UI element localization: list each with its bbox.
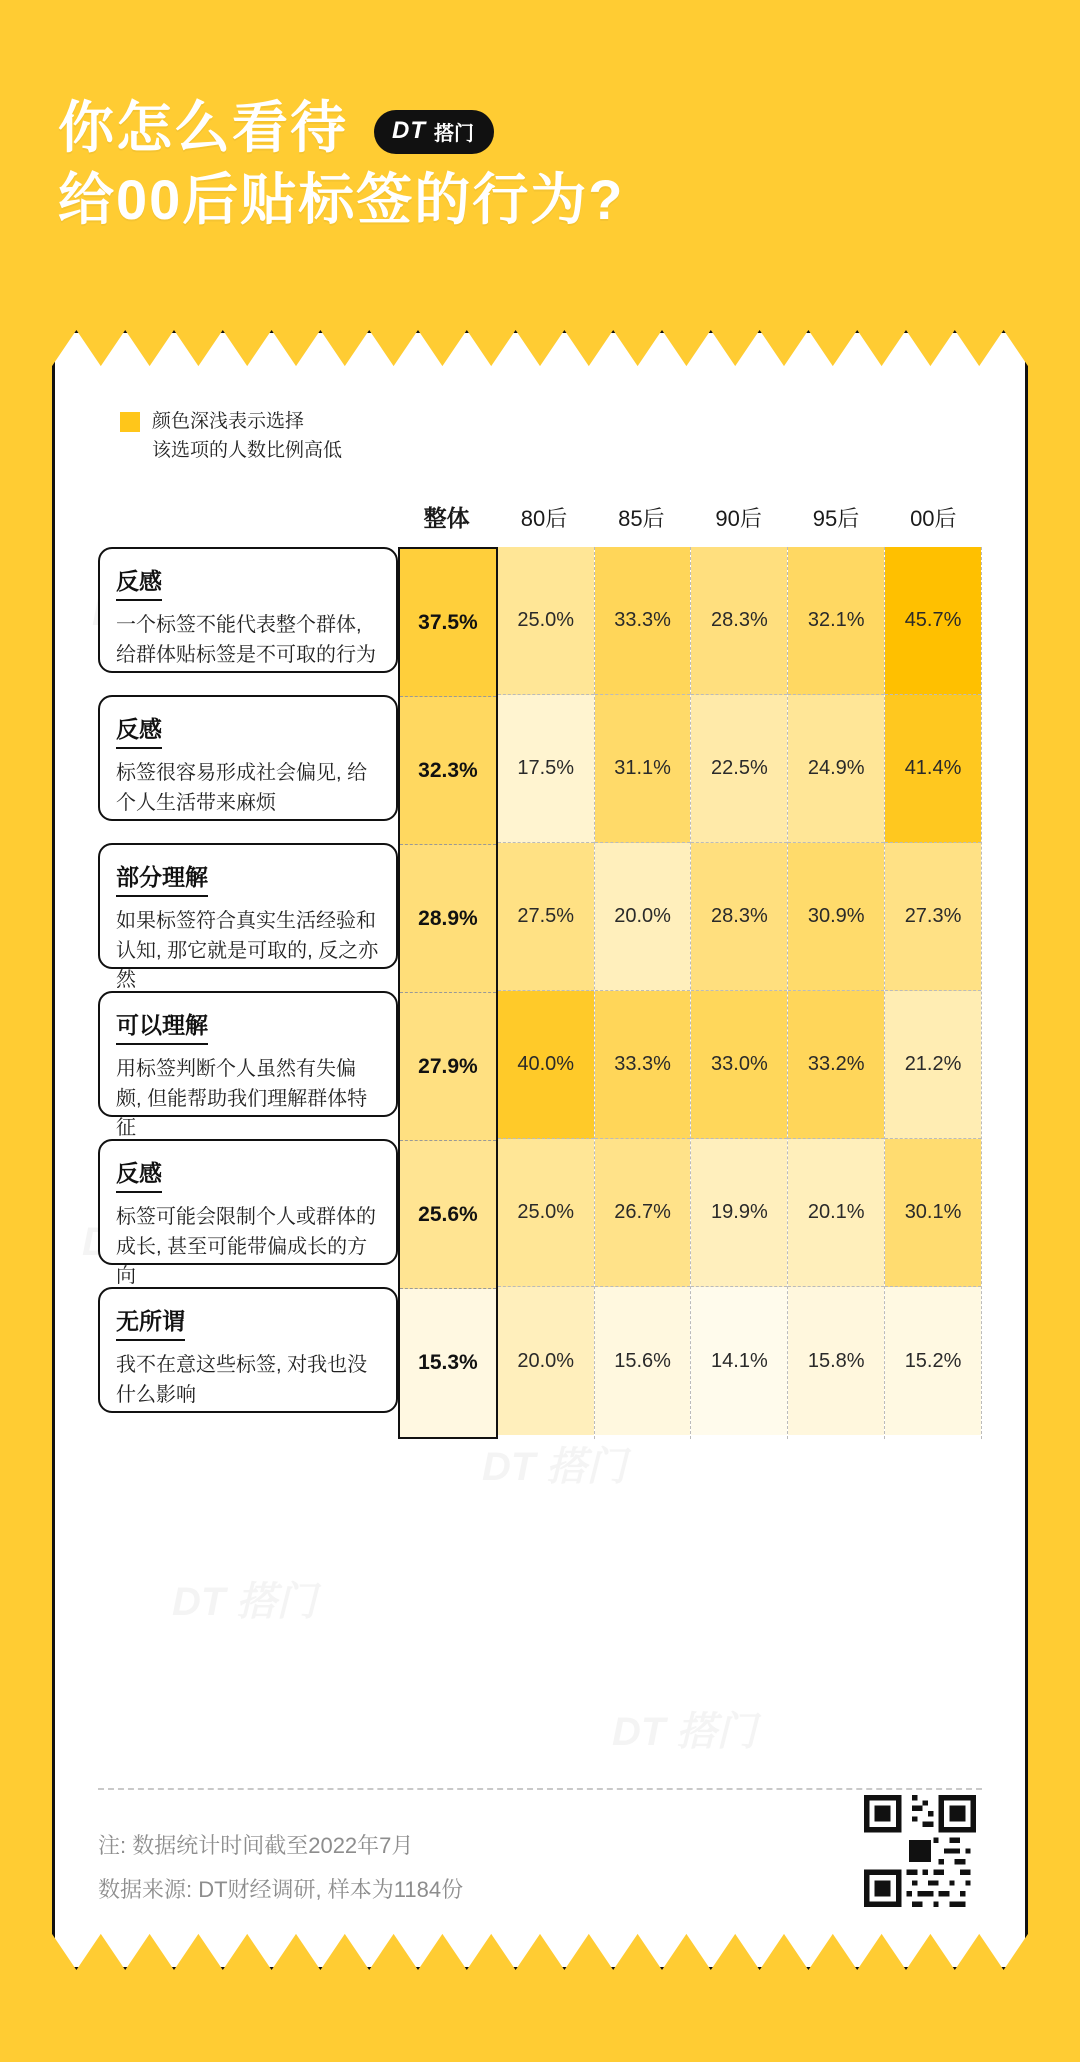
legend-text-line-1: 颜色深浅表示选择 bbox=[152, 411, 305, 432]
watermark bbox=[612, 1700, 756, 1757]
column-header: 90后 bbox=[715, 506, 762, 531]
heatmap-cell: 33.3% bbox=[595, 547, 691, 695]
column-header: 整体 bbox=[423, 505, 470, 531]
heatmap-cell: 15.8% bbox=[788, 1287, 884, 1435]
heatmap-cell: 41.4% bbox=[885, 695, 981, 843]
heatmap-cell: 19.9% bbox=[691, 1139, 787, 1287]
heatmap-cell: 27.9% bbox=[400, 993, 496, 1141]
row-label-box bbox=[98, 991, 398, 1140]
heatmap-cell: 20.0% bbox=[595, 843, 691, 991]
heatmap-cell: 30.9% bbox=[788, 843, 884, 991]
legend-text-line-2: 该选项的人数比例高低 bbox=[152, 439, 343, 461]
heatmap-cell: 21.2% bbox=[885, 991, 981, 1139]
heatmap-cell: 20.1% bbox=[788, 1139, 884, 1287]
heatmap-cell: 28.3% bbox=[691, 843, 787, 991]
heatmap-grid-column bbox=[398, 491, 982, 1439]
column-header: 00后 bbox=[910, 506, 957, 531]
heatmap-column bbox=[788, 547, 885, 1439]
row-label-column bbox=[98, 491, 398, 1439]
legend-text bbox=[152, 408, 342, 465]
column-header: 85后 bbox=[618, 506, 665, 531]
heatmap-cell: 33.2% bbox=[788, 991, 884, 1139]
page-title-line-2: 给00后贴标签的行为? bbox=[58, 167, 625, 231]
row-label-box bbox=[98, 547, 398, 673]
footer-source: 数据来源: DT财经调研, 样本为1184份 bbox=[98, 1877, 464, 1902]
heatmap-cell: 17.5% bbox=[498, 695, 594, 843]
row-label-title: 反感 bbox=[116, 563, 162, 601]
heatmap-cell: 15.2% bbox=[885, 1287, 981, 1435]
row-label-description: 用标签判断个人虽然有失偏颇, 但能帮助我们理解群体特征 bbox=[116, 1058, 368, 1140]
brand-cn-label: 搭门 bbox=[434, 122, 474, 145]
qr-code-image[interactable] bbox=[864, 1795, 976, 1907]
row-label-description: 标签很容易形成社会偏见, 给个人生活带来麻烦 bbox=[116, 762, 368, 814]
row-label-title: 反感 bbox=[116, 1155, 162, 1193]
heatmap-cell: 28.9% bbox=[400, 845, 496, 993]
heatmap-cell: 33.0% bbox=[691, 991, 787, 1139]
heatmap-column bbox=[885, 547, 982, 1439]
ticket-content bbox=[52, 330, 1028, 1970]
brand-badge bbox=[374, 110, 494, 154]
row-label-list bbox=[98, 547, 398, 1435]
row-label-box bbox=[98, 695, 398, 821]
heatmap-cell: 26.7% bbox=[595, 1139, 691, 1287]
heatmap-cell: 33.3% bbox=[595, 991, 691, 1139]
card-footer bbox=[98, 1788, 982, 1912]
row-label-description: 我不在意这些标签, 对我也没什么影响 bbox=[116, 1354, 368, 1406]
heatmap-cell: 22.5% bbox=[691, 695, 787, 843]
heatmap-cell: 40.0% bbox=[498, 991, 594, 1139]
row-label-title: 反感 bbox=[116, 711, 162, 749]
heatmap-cell: 28.3% bbox=[691, 547, 787, 695]
column-header-row bbox=[398, 491, 982, 533]
heatmap-cell: 25.0% bbox=[498, 1139, 594, 1287]
watermark bbox=[482, 1435, 626, 1492]
heatmap-cell: 45.7% bbox=[885, 547, 981, 695]
row-label-description: 标签可能会限制个人或群体的成长, 甚至可能带偏成长的方向 bbox=[116, 1206, 376, 1288]
row-label-title: 可以理解 bbox=[116, 1007, 208, 1045]
brand-dt-label: DT bbox=[392, 117, 426, 145]
heatmap-cell: 31.1% bbox=[595, 695, 691, 843]
watermark bbox=[172, 1570, 316, 1627]
header bbox=[58, 92, 1022, 235]
column-header: 80后 bbox=[520, 506, 568, 531]
row-label-box bbox=[98, 1139, 398, 1288]
heatmap-cell: 32.3% bbox=[400, 697, 496, 845]
heatmap-cell: 25.6% bbox=[400, 1141, 496, 1289]
heatmap-matrix bbox=[98, 491, 982, 1439]
heatmap-cell: 30.1% bbox=[885, 1139, 981, 1287]
heatmap-cell: 15.6% bbox=[595, 1287, 691, 1435]
row-label-box bbox=[98, 1287, 398, 1413]
row-label-box bbox=[98, 843, 398, 992]
row-label-title: 部分理解 bbox=[116, 859, 208, 897]
heatmap-cell: 20.0% bbox=[498, 1287, 594, 1435]
heatmap-cell: 32.1% bbox=[788, 547, 884, 695]
heatmap-column bbox=[398, 547, 498, 1439]
qr-code[interactable] bbox=[864, 1795, 976, 1912]
row-label-description: 一个标签不能代表整个群体, 给群体贴标签是不可取的行为 bbox=[116, 614, 376, 666]
chart-card bbox=[52, 330, 1028, 1970]
heatmap-cell: 27.5% bbox=[498, 843, 594, 991]
heatmap-cell: 14.1% bbox=[691, 1287, 787, 1435]
heatmap-cell: 25.0% bbox=[498, 547, 594, 695]
footer-divider bbox=[98, 1788, 982, 1790]
legend-swatch bbox=[120, 412, 140, 432]
heatmap-column bbox=[595, 547, 692, 1439]
heatmap-cell: 15.3% bbox=[400, 1289, 496, 1437]
heatmap-cell: 37.5% bbox=[400, 549, 496, 697]
heatmap-cell: 27.3% bbox=[885, 843, 981, 991]
page-title-line-1: 你怎么看待 bbox=[58, 96, 348, 159]
heatmap-column bbox=[498, 547, 595, 1439]
heatmap-column bbox=[691, 547, 788, 1439]
column-header: 95后 bbox=[812, 506, 860, 531]
row-label-title: 无所谓 bbox=[116, 1303, 185, 1341]
heatmap-cell: 24.9% bbox=[788, 695, 884, 843]
footer-note: 注: 数据统计时间截至2022年7月 bbox=[98, 1833, 414, 1858]
row-label-description: 如果标签符合真实生活经验和认知, 那它就是可取的, 反之亦然 bbox=[116, 910, 379, 992]
heatmap-grid bbox=[398, 547, 982, 1439]
title-row-1 bbox=[58, 92, 1022, 164]
legend bbox=[120, 408, 982, 465]
